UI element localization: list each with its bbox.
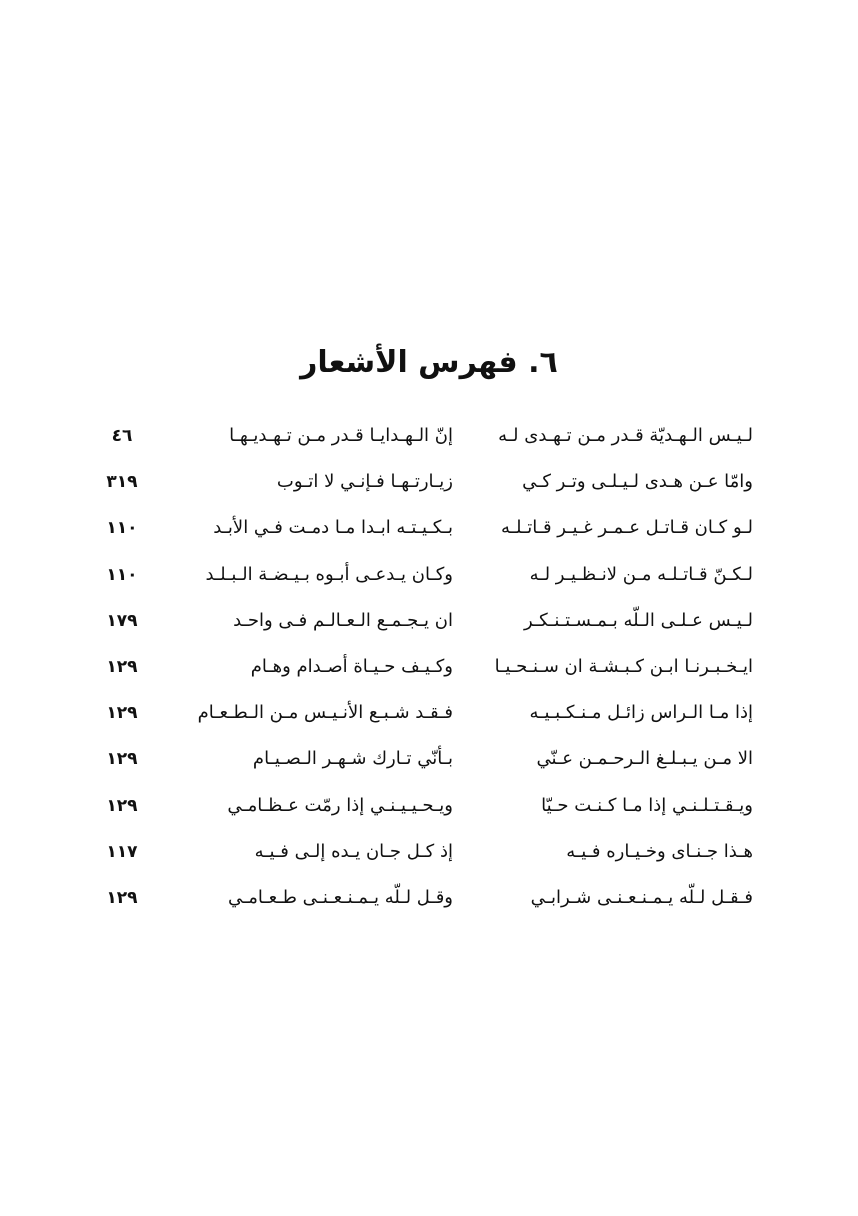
page-number: ٤٦ [111, 426, 133, 446]
second-hemistich: ان يـجـمـع الـعـالـم فـى واحـد [233, 609, 453, 631]
first-hemistich: ايـخـبـرنـا ابـن كـبـشـة ان سـنـحـيـا [494, 655, 753, 677]
page-number: ١٢٩ [106, 749, 138, 770]
first-hemistich: وامّا عـن هـدى لـيـلـى وتـر كـي [522, 471, 753, 493]
first-hemistich: لـكـنّ قـاتـلـه مـن لانـظـيـر لـه [529, 563, 753, 585]
first-hemistich: لـيـس عـلـى الـلّه بـمـسـتـنـكـر [523, 609, 753, 631]
second-hemistich: وقـل لـلّه يـمـنـعـنـى طـعـامـي [227, 886, 453, 908]
first-hemistich: الا مـن يـبـلـغ الـرحـمـن عـنّي [536, 748, 753, 770]
index-row [0, 598, 858, 644]
page-number: ١١٧ [106, 841, 138, 862]
index-row [0, 459, 858, 505]
index-row [0, 829, 858, 875]
index-row [0, 505, 858, 551]
second-hemistich: بـكـيـتـه ابـدا مـا دمـت فـي الأبـد [213, 517, 453, 539]
page-number: ١٢٩ [106, 656, 138, 677]
index-row [0, 875, 858, 921]
second-hemistich: إذ كـل جـان يـده إلـى فـيـه [254, 840, 453, 862]
index-row [0, 690, 858, 736]
page-number: ١٧٩ [106, 610, 138, 631]
second-hemistich: وكـيـف حـيـاة أصـدام وهـام [250, 655, 453, 677]
second-hemistich: وكـان يـدعـى أبـوه بـيـضـة الـبـلـد [205, 563, 453, 585]
second-hemistich: إنّ الـهـدايـا قـدر مـن تـهـديـهـا [229, 425, 453, 446]
page-number: ١١٠ [106, 518, 138, 539]
page-number: ١١٠ [106, 564, 138, 585]
page-number: ٣١٩ [106, 472, 138, 493]
page-number: ١٢٩ [106, 703, 138, 724]
page-number: ١٢٩ [106, 887, 138, 908]
index-row [0, 552, 858, 598]
first-hemistich: لـو كـان قـاتـل عـمـر غـيـر قـاتـلـه [501, 517, 753, 539]
poetry-index-table [0, 413, 858, 921]
second-hemistich: فـقـد شـبـع الأنـيـس مـن الـطـعـام [197, 702, 453, 724]
index-row [0, 736, 858, 782]
first-hemistich: إذا مـا الـراس زائـل مـنـكـبـيـه [529, 702, 753, 724]
page-number: ١٢٩ [106, 795, 138, 816]
page-title: ٦. فهرس الأشعار [300, 345, 558, 381]
index-row [0, 413, 858, 459]
first-hemistich: ويـقـتـلـنـي إذا مـا كـنـت حـيّا [541, 794, 753, 816]
second-hemistich: ويـحـيـيـنـي إذا رمّت عـظـامـي [227, 794, 453, 816]
first-hemistich: هـذا جـنـاى وخـيـاره فـيـه [566, 840, 753, 862]
first-hemistich: فـقـل لـلّه يـمـنـعـنـى شـرابـي [530, 886, 753, 908]
second-hemistich: زيـارتـهـا فـإنـي لا اتـوب [276, 471, 453, 493]
second-hemistich: بـأنّي تـارك شـهـر الـصـيـام [252, 748, 453, 770]
index-row [0, 644, 858, 690]
first-hemistich: لـيـس الـهـديّة قـدر مـن تـهـدى لـه [498, 425, 753, 446]
index-row [0, 783, 858, 829]
